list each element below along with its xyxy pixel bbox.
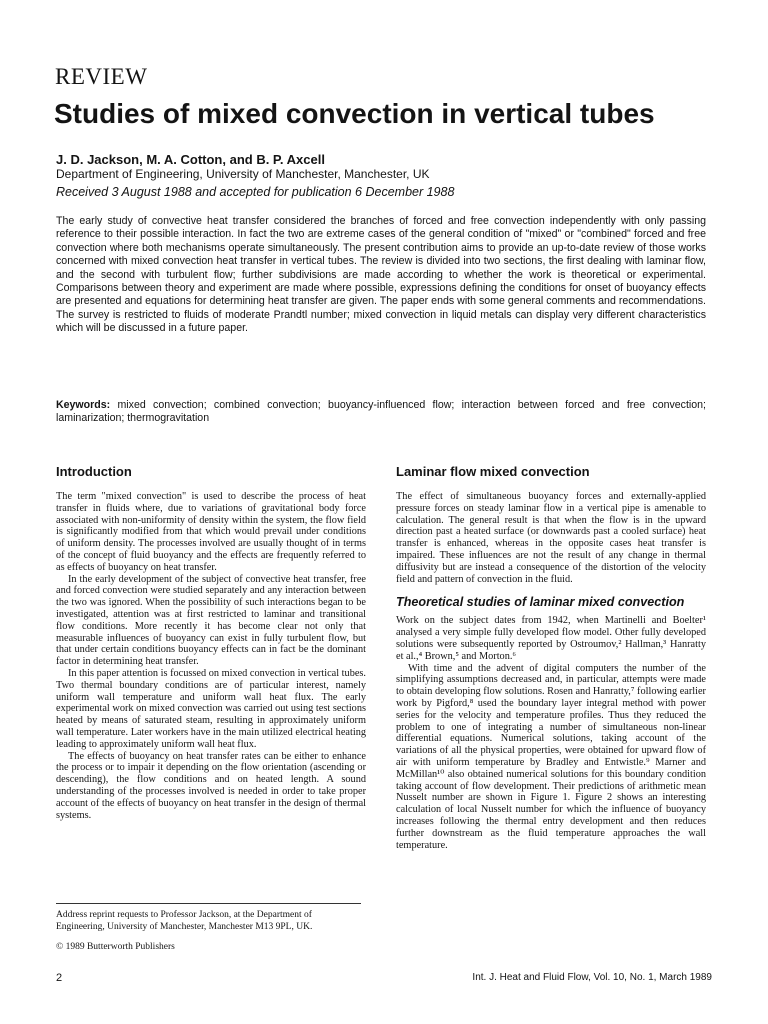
footnote-rule <box>56 903 361 904</box>
intro-paragraph-3: In this paper attention is focussed on mixed convection in vertical tubes. Two thermal boundary conditions are of particular interest, namely uniform wall temperature and uniform wall heat flux. The early experimental work on mixed convection was carried out using test sections heated by means of saturated steam, resulting in approximately uniform wall temperature. Later workers have in the main utilized electrical heating leading to approximately uniform wall heat flux. <box>56 667 366 750</box>
copyright: © 1989 Butterworth Publishers <box>56 942 175 952</box>
left-column <box>56 464 366 821</box>
article-title: Studies of mixed convection in vertical tubes <box>54 98 655 129</box>
theoretical-heading: Theoretical studies of laminar mixed convection <box>396 595 685 610</box>
affiliation: Department of Engineering, University of Manchester, Manchester, UK <box>56 167 430 181</box>
laminar-heading: Laminar flow mixed convection <box>396 464 590 479</box>
introduction-heading: Introduction <box>56 464 132 479</box>
page-number: 2 <box>56 972 63 984</box>
theoretical-paragraph-1: Work on the subject dates from 1942, when Martinelli and Boelter¹ analysed a very simple fully developed flow model. Other fully developed solutions were subsequently reported by Ostroumov,² Hallman,³ Hanratty et al.,⁴ Brown,⁵ and Morton.⁶ <box>396 615 706 662</box>
keywords <box>56 399 706 426</box>
right-column <box>396 464 706 851</box>
abstract: The early study of convective heat transfer considered the branches of forced and free convection independently with only passing reference to their possible interaction. In fact the two are extreme cases of the general condition of "mixed" or "combined" forced and free convection where both mechanisms operate simultaneously. The present contribution aims to provide an up-to-date review of those works concerned with mixed convection heat transfer in vertical tubes. The review is divided into two sections, the first dealing with laminar flow, and the second with turbulent flow; further subdivisions are made according to whether the work is theoretical or experimental. Comparisons between theory and experiment are made where possible, expressions defining the conditions for onset of buoyancy effects are presented and equations for determining heat transfer are given. The paper ends with some general comments and recommendations. The survey is restricted to fluids of moderate Prandtl number; mixed convection in liquid metals can display very different characteristics which will be discussed in a future paper. <box>56 215 706 335</box>
keywords-label: Keywords: <box>56 399 111 411</box>
laminar-paragraph: The effect of simultaneous buoyancy forces and externally-applied pressure forces on steady laminar flow in a vertical pipe is amenable to calculation. The general result is that when the flow is in the upward direction past a heated surface (or downwards past a cooled surface) heat transfer is enhanced, whereas in the opposite cases heat transfer is impaired. These influences are not the result of any change in thermal diffusivity but are instead a consequence of the distortion of the velocity field and pattern of convection in the fluid. <box>396 491 706 585</box>
intro-paragraph-2: In the early development of the subject of convective heat transfer, free and forced convection were studied separately and any interaction between the two was ignored. When the possibility of such interactions began to be investigated, attention was at first restricted to laminar and transitional flow conditions. More recently it has become clear not only that measurable influences of buoyancy can exist in fully turbulent flow, but that under certain conditions buoyancy effects can in fact be the dominant factor in determining heat transfer. <box>56 573 366 668</box>
theoretical-paragraph-2: With time and the advent of digital computers the number of the simplifying assumptions decreased and, in particular, attempts were made to obtain developing flow solutions. Rosen and Hanratty,⁷ following earlier work by Pigford,⁸ used the boundary layer integral method with power series for the velocity and temperature profiles. Thus they reduced the problem to one of integrating a number of simultaneous non-linear differential equations. Numerical solutions, taking account of the variations of all the physical properties, were obtained for upward flow of air with uniform temperature by Bradley and Entwistle.⁹ Marner and McMillan¹⁰ also obtained numerical solutions for this boundary condition taking account of flow development. Their predictions of arithmetic mean Nusselt number are shown in Figure 1. Figure 2 shows an interesting calculation of local Nusselt number for which the influence of buoyancy increases following the thermal entry development and then reduces further downstream as the fluid temperature approaches the wall temperature. <box>396 662 706 851</box>
footnote: Address reprint requests to Professor Jackson, at the Department of Engineering, University of Manchester, Manchester M13 9PL, UK. <box>56 910 313 932</box>
received-date: Received 3 August 1988 and accepted for publication 6 December 1988 <box>56 185 455 199</box>
section-label: REVIEW <box>55 64 148 89</box>
journal-reference: Int. J. Heat and Fluid Flow, Vol. 10, No. 1, March 1989 <box>472 972 712 983</box>
intro-paragraph-1: The term "mixed convection" is used to describe the process of heat transfer in fluids where, due to variations of gravitational body force associated with non-uniformity of density within the system, the flow field is significantly modified from that which would prevail under conditions of uniform density. The processes involved are usually thought of in terms of the concept of fluid buoyancy and the effects are frequently referred to as effects of buoyancy on heat transfer. <box>56 491 366 573</box>
intro-paragraph-4: The effects of buoyancy on heat transfer rates can be either to enhance the process or to impair it depending on the flow orientation (ascending or descending), the flow conditions and on heated length. A sound understanding of the processes involved is needed in order to take proper account of the effects of buoyancy on heat transfer in the design of thermal systems. <box>56 750 366 821</box>
authors: J. D. Jackson, M. A. Cotton, and B. P. Axcell <box>56 152 325 167</box>
keywords-text: mixed convection; combined convection; buoyancy-influenced flow; interaction between forced and free convection; laminarization; thermogravitation <box>56 399 706 425</box>
